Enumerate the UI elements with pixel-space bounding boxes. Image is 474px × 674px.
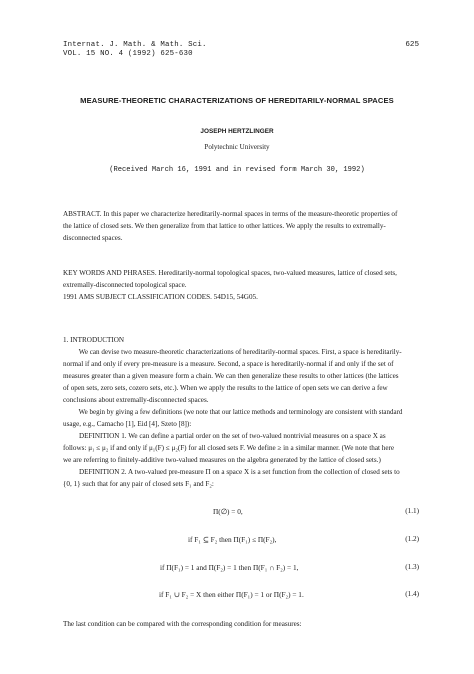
paragraph-line: {0, 1} such that for any pair of closed sets F₁ and F₂: — [63, 480, 214, 488]
article-title: MEASURE-THEORETIC CHARACTERIZATIONS OF HEREDITARILY-NORMAL SPACES — [80, 96, 394, 105]
paragraph-line: DEFINITION 1. We can define a partial order on the set of two-valued nontrivial measures on a space X as — [79, 432, 386, 440]
keywords-line: extremally-disconnected topological space. — [63, 281, 187, 289]
paragraph-line: measures greater than a given measure form a chain. We can then generalize these results to other lattices (the lattices — [63, 372, 399, 380]
author-affiliation: Polytechnic University — [204, 143, 270, 151]
section-heading-text: 1. INTRODUCTION — [63, 336, 125, 344]
paragraph-line: conclusions about extremally-disconnected spaces. — [63, 396, 209, 404]
keywords-line: KEY WORDS AND PHRASES. Hereditarily-normal topological spaces, two-valued measures, lattice of closed sets, — [63, 269, 397, 277]
intro-paragraph — [63, 346, 418, 406]
paragraph-line: DEFINITION 2. A two-valued pre-measure Π on a space X is a set function from the collection of closed sets to — [79, 468, 400, 476]
definition-1 — [63, 430, 418, 466]
equation-1-4: if F₁ ∪ F₂ = X then either Π(F₁) = 1 or Π(F₂) = 1. — [159, 590, 304, 599]
paragraph-line: The last condition can be compared with the corresponding condition for measures: — [63, 620, 302, 628]
paragraph-line: We begin by giving a few definitions (we note that our lattice methods and terminology are consistent with standard — [78, 408, 403, 416]
definition-2 — [63, 466, 418, 490]
definitions-intro — [63, 406, 418, 430]
author-name: JOSEPH HERTZLINGER — [200, 128, 274, 135]
equation-number: (1.2) — [405, 535, 419, 543]
page-number: 625 — [405, 41, 419, 49]
abstract-line: the lattice of closed sets. We then generalize from that lattice to other lattices. We apply the results to extremally- — [63, 222, 386, 230]
abstract-line: ABSTRACT. In this paper we characterize hereditarily-normal spaces in terms of the measure-theoretic properties of — [63, 210, 398, 218]
paragraph-line: usage, e.g., Camacho [1], Eid [4], Szeto [8]): — [63, 420, 192, 428]
abstract-line: disconnected spaces. — [63, 234, 123, 242]
equation-number: (1.3) — [405, 563, 419, 571]
keywords — [63, 267, 418, 303]
closing-paragraph — [63, 618, 418, 630]
equation-1-1: Π(∅) = 0, — [213, 507, 243, 516]
paragraph-line: follows: μ₁ ≤ μ₂ if and only if μ₁(F) ≤ μ₂(F) for all closed sets F. We define ≥ in a similar manner. (We note that here — [63, 444, 395, 452]
ams-codes: 1991 AMS SUBJECT CLASSIFICATION CODES. 54D15, 54G05. — [63, 293, 258, 301]
equation-number: (1.1) — [405, 507, 419, 515]
paragraph-line: We can devise two measure-theoretic characterizations of hereditarily-normal spaces. First, a space is hereditarily- — [78, 348, 402, 356]
equation-number: (1.4) — [405, 590, 419, 598]
abstract — [63, 208, 418, 244]
journal-line: Internat. J. Math. & Math. Sci. — [63, 41, 207, 49]
volume-line: VOL. 15 NO. 4 (1992) 625-630 — [63, 50, 193, 58]
equation-1-3: if Π(F₁) = 1 and Π(F₂) = 1 then Π(F₁ ∩ F₂) = 1, — [160, 563, 299, 572]
equation-1-2: if F₁ ⊆ F₂ then Π(F₁) ≤ Π(F₂), — [188, 535, 277, 544]
paragraph-line: we are referring to finitely-additive two-valued measures on the algebra generated by the lattice of closed sets.) — [63, 456, 381, 464]
paragraph-line: of open sets, zero sets, cozero sets, etc.). When we apply the results to the lattice of open sets we can derive a few — [63, 384, 388, 392]
paragraph-line: normal if and only if every pre-measure is a measure. Second, a space is hereditarily-normal if and only if the set of — [63, 360, 394, 368]
section-heading — [63, 334, 418, 346]
received-dates: (Received March 16, 1991 and in revised form March 30, 1992) — [109, 166, 365, 174]
